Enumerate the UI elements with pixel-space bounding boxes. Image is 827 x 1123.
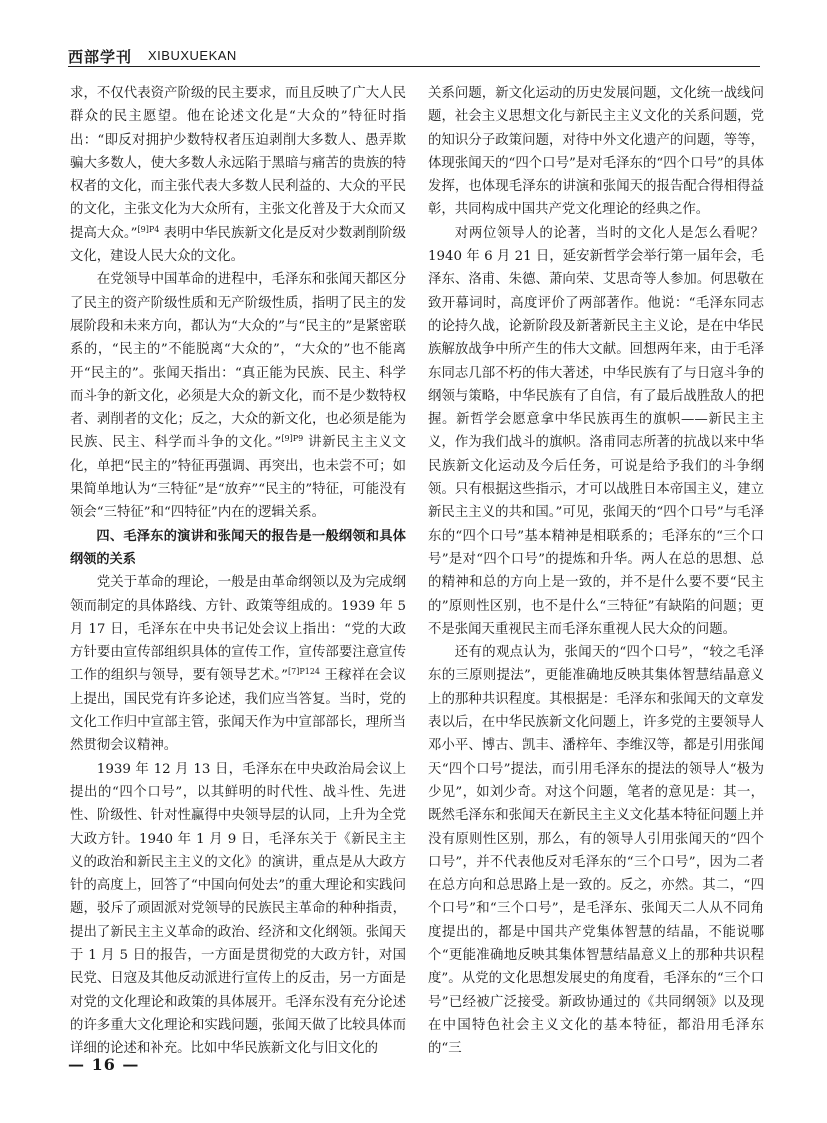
journal-name: 西部学刊 (68, 48, 133, 66)
running-header (68, 44, 760, 66)
page-number: — 16 — (68, 1055, 140, 1074)
paragraph: 关系问题，新文化运动的历史发展问题，文化统一战线问题，社会主义思想文化与新民主主义文化的关系问题，党的知识分子政策问题，对待中外文化遗产的问题，等等，体现张闻天的“四个口号”是对毛泽东的“四个口号”的具体发挥，也体现毛泽东的讲演和张闻天的报告配合得相得益彰，共同构成中国共产党文化理论的经典之作。 (428, 86, 764, 218)
paragraph: 求，不仅代表资产阶级的民主要求，而且反映了广大人民群众的民主愿望。他在论述文化是“大众的”特征时指出：“即反对拥护少数特权者压迫剥削大多数人、愚弄欺骗大多数人，使大多数人永远陷于黑暗与痛苦的贵族的特权者的文化，而主张代表大多数人民利益的、大众的平民的文化，主张文化为大众所有，主张文化普及于大众而又提高大众。”$^{[9]P4}$ 表明中华民族新文化是反对少数剥削阶级文化，建设人民大众的文化。 (70, 86, 407, 265)
paragraph: 在党领导中国革命的进程中，毛泽东和张闻天都区分了民主的资产阶级性质和无产阶级性质，指明了民主的发展阶段和未来方向，都认为“大众的”与“民主的”是紧密联系的，“民主的”不能脱离“大众的”，“大众的”也不能离开“民主的”。张闻天指出：“真正能为民族、民主、科学而斗争的新文化，必须是大众的新文化，而不是少数特权者、剥削者的文化；反之，大众的新文化，也必须是能为民族、民主、科学而斗争的文化。”$^{[9]P9}$ 讲新民主主义文化，单把“民主的”特征再强调、再突出，也未尝不可；如果简单地认为“三特征”是“放弃”“民主的”特征，可能没有领会“三特征”和“四特征”内在的逻辑关系。 (70, 272, 406, 521)
paragraph: 1939 年 12 月 13 日，毛泽东在中央政治局会议上提出的“四个口号”，以其鲜明的时代性、战斗性、先进性、阶级性、针对性赢得中央领导层的认同，上升为全党大政方针。1940 年 1 月 9 日，毛泽东关于《新民主主义的政治和新民主主义的文化》的演讲，重点是从大政方针的高度上，回答了“中国向何处去”的重大理论和实践问题，驳斥了顽固派对党领导的民族民主革命的种种指责，提出了新民主主义革命的政治、经济和文化纲领。张闻天于 1 月 5 日的报告，一方面是贯彻党的大政方针，对国民党、日寇及其他反动派进行宣传上的反击，另一方面是对党的文化理论和政策的具体展开。毛泽东没有充分论述的许多重大文化理论和实践问题，张闻天做了比较具体而详细的论述和补充。比如中华民族新文化与旧文化的 (70, 761, 406, 1057)
paragraph: 还有的观点认为，张闻天的“四个口号”，“较之毛泽东的三原则提法”，更能准确地反映其集体智慧结晶意义上的那种共识程度。其根据是：毛泽东和张闻天的文章发表以后，在中华民族新文化问题上，许多党的主要领导人邓小平、博古、凯丰、潘梓年、李维汉等，都是引用张闻天“四个口号”提法，而引用毛泽东的提法的领导人“极为少见”，如刘少奇。对这个问题，笔者的意见是：其一，既然毛泽东和张闻天在新民主主义文化基本特征问题上并没有原则性区别，那么，有的领导人引用张闻天的“四个口号”，并不代表他反对毛泽东的“三个口号”，因为二者在总方向和总思路上是一致的。反之，亦然。其二，“四个口号”和“三个口号”，是毛泽东、张闻天二人从不同角度提出的，都是中国共产党集体智慧的结晶，不能说哪个“更能准确地反映其集体智慧结晶意义上的那种共识程度”。从党的文化思想发展史的角度看，毛泽东的“三个口号”已经被广泛接受。新政协通过的《共同纲领》以及现在中国特色社会主义文化的基本特征，都沿用毛泽东的“三 (428, 645, 764, 1057)
right-column (428, 82, 764, 1060)
citation-ref: [9]P9 (281, 434, 304, 444)
citation-ref: [7]P124 (288, 667, 321, 677)
left-column (70, 82, 406, 1060)
section-heading: 四、毛泽东的演讲和张闻天的报告是一般纲领和具体纲领的关系 (70, 528, 406, 567)
citation-ref: [9]P4 (137, 224, 160, 234)
header-rule (68, 66, 760, 67)
paragraph: 对两位领导人的论著，当时的文化人是怎么看呢？1940 年 6 月 21 日，延安新哲学会举行第一届年会，毛泽东、洛甫、朱德、萧向荣、艾思奇等人参加。何思敬在致开幕词时，高度评价了两部著作。他说：“毛泽东同志的论持久战，论新阶段及新著新民主主义论，是在中华民族解放战争中所产生的伟大文献。回想两年来，由于毛泽东同志几部不朽的伟大著述，中华民族有了与日寇斗争的纲领与策略，中华民族有了自信，有了最后战胜敌人的把握。新哲学会愿意拿中华民族再生的旗帜——新民主主义，作为我们战斗的旗帜。洛甫同志所著的抗战以来中华民族新文化运动及今后任务，可说是给予我们的斗争纲领。只有根据这些指示，才可以战胜日本帝国主义，建立新民主主义的共和国。”可见，张闻天的“四个口号”与毛泽东的“四个口号”基本精神是相联系的；毛泽东的“三个口号”是对“四个口号”的提炼和升华。两人在总的思想、总的精神和总的方向上是一致的，并不是什么要不要“民主的”原则性区别，也不是什么“三特征”有缺陷的问题；更不是张闻天重视民主而毛泽东重视人民大众的问题。 (428, 225, 764, 637)
paragraph: 党关于革命的理论，一般是由革命纲领以及为完成纲领而制定的具体路线、方针、政策等组成的。1939 年 5 月 17 日，毛泽东在中央书记处会议上指出：“党的大政方针要由宣传部组织具体的宣传工作，宣传部要注意宣传工作的组织与领导，要有领导艺术。”$^{[7]P124}$ 王稼祥在会议上提出，国民党有许多论述，我们应当答复。当时，党的文化工作归中宣部主管，张闻天作为中宣部部长，理所当然贯彻会议精神。 (70, 575, 406, 754)
journal-roman-name: XIBUXUEKAN (148, 48, 237, 63)
